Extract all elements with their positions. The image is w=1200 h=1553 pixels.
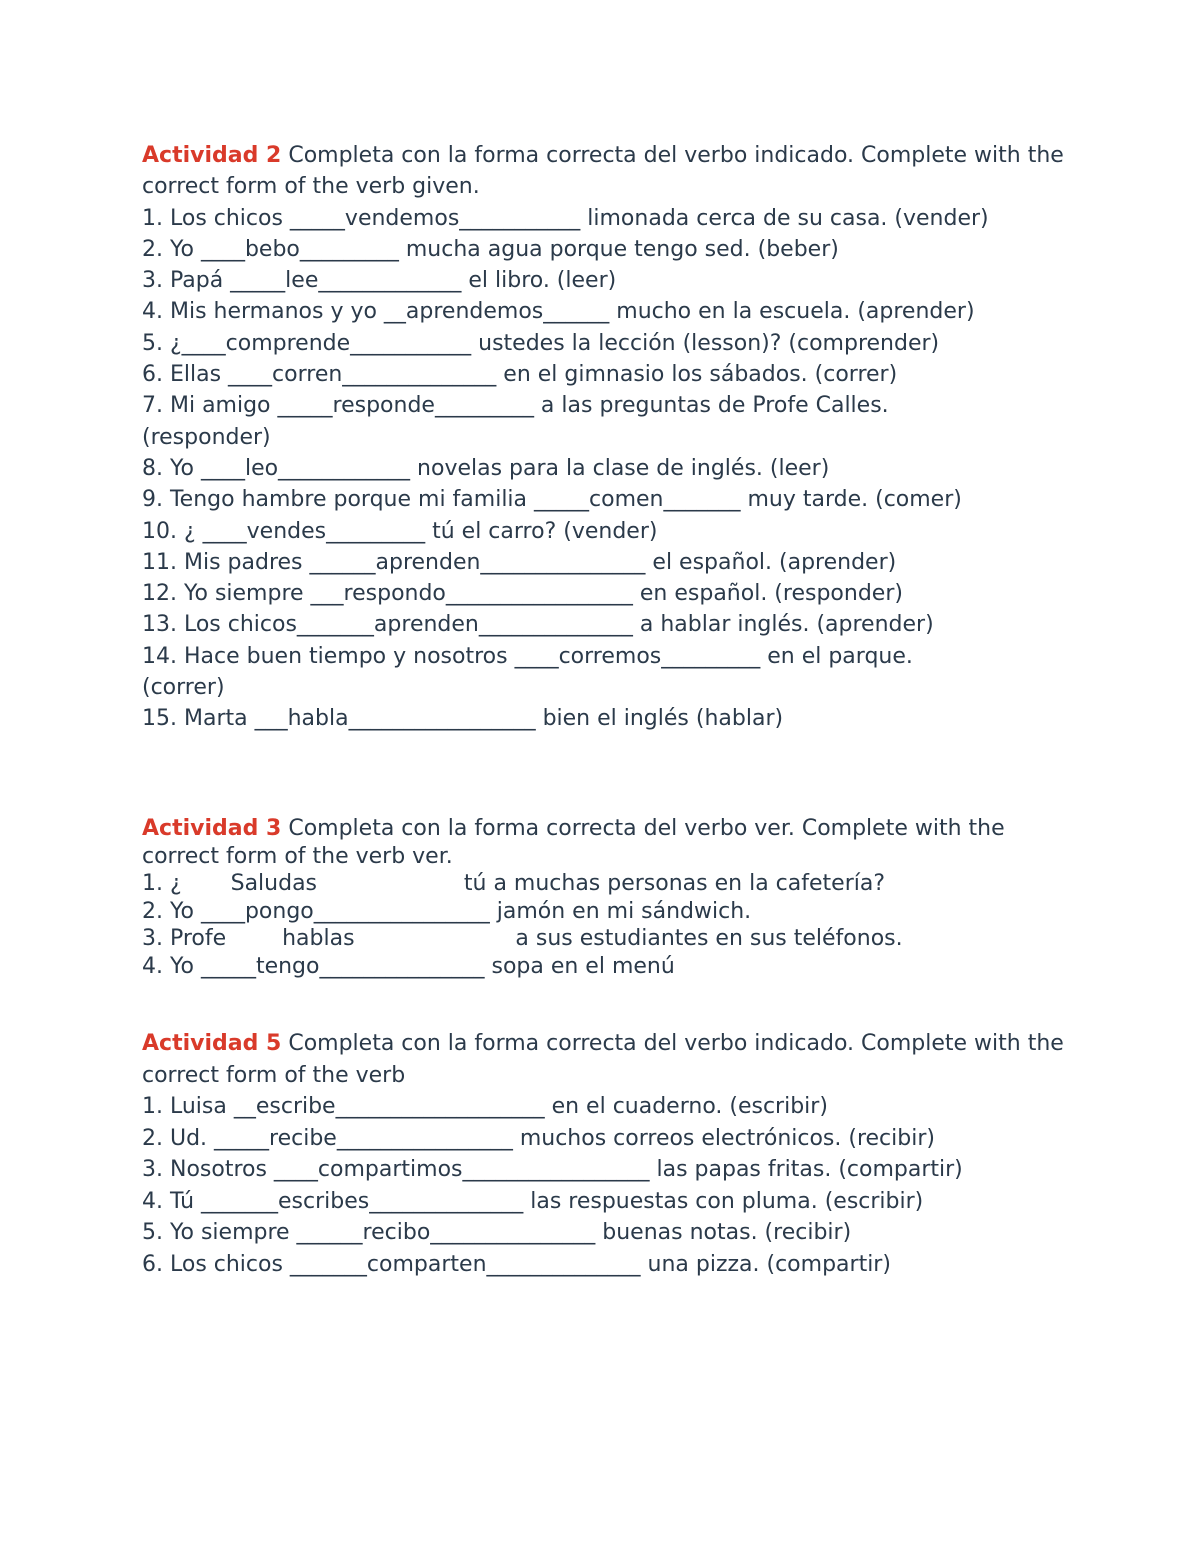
- actividad-5-intro: [142, 1028, 1082, 1091]
- list-item: 1. Luisa __escribe___________________ en el cuaderno. (escribir): [142, 1094, 828, 1119]
- list-item: 3. Nosotros ____compartimos_________________ las papas fritas. (compartir): [142, 1157, 963, 1182]
- actividad-2-section: [142, 140, 1082, 735]
- actividad-2-instructions: Completa con la forma correcta del verbo indicado. Complete with the correct form of the verb given.: [142, 143, 1064, 200]
- actividad-5-instructions: Completa con la forma correcta del verbo indicado. Complete with the correct form of the verb: [142, 1031, 1064, 1088]
- actividad-2-intro: [142, 140, 1082, 203]
- list-item: 12. Yo siempre ___respondo_________________ en español. (responder): [142, 581, 903, 607]
- list-item: 2. Yo ____bebo_________ mucha agua porque tengo sed. (beber): [142, 236, 839, 262]
- list-item: 13. Los chicos_______aprenden______________ a hablar inglés. (aprender): [142, 612, 934, 638]
- list-item: 1. Los chicos _____vendemos___________ limonada cerca de su casa. (vender): [142, 205, 989, 231]
- list-item: 5. ¿____comprende___________ ustedes la lección (lesson)? (comprender): [142, 330, 940, 356]
- actividad-5-title: Actividad 5: [142, 1031, 282, 1056]
- list-item: 1. ¿ Saludas tú a muchas personas en la cafetería?: [142, 871, 886, 896]
- list-item: 14. Hace buen tiempo y nosotros ____corremos_________ en el parque. (correr): [142, 643, 913, 701]
- list-item: 15. Marta ___habla_________________ bien el inglés (hablar): [142, 706, 784, 732]
- list-item: 3. Profe hablas a sus estudiantes en sus teléfonos.: [142, 926, 903, 951]
- actividad-5-section: [142, 1028, 1082, 1280]
- list-item: 2. Ud. _____recibe________________ muchos correos electrónicos. (recibir): [142, 1125, 935, 1151]
- list-item: 6. Los chicos _______comparten______________ una pizza. (compartir): [142, 1251, 891, 1277]
- actividad-2-title: Actividad 2: [142, 143, 282, 168]
- list-item: 2. Yo ____pongo________________ jamón en mi sándwich.: [142, 898, 752, 924]
- actividad-3-instructions: Completa con la forma correcta del verbo ver. Complete with the correct form of the verb ver.: [142, 816, 1005, 869]
- actividad-3-title: Actividad 3: [142, 816, 282, 841]
- list-item: 3. Papá _____lee_____________ el libro. (leer): [142, 268, 617, 294]
- list-item: 4. Tú _______escribes______________ las respuestas con pluma. (escribir): [142, 1188, 924, 1214]
- list-item: 6. Ellas ____corren______________ en el gimnasio los sábados. (correr): [142, 362, 898, 388]
- list-item: 7. Mi amigo _____responde_________ a las preguntas de Profe Calles. (responder): [142, 393, 889, 450]
- list-item: 5. Yo siempre ______recibo_______________ buenas notas. (recibir): [142, 1220, 852, 1245]
- list-item: 4. Yo _____tengo_______________ sopa en el menú: [142, 953, 675, 979]
- list-item: 11. Mis padres ______aprenden_______________ el español. (aprender): [142, 549, 897, 575]
- actividad-3-intro: [142, 815, 1082, 870]
- list-item: 10. ¿ ____vendes_________ tú el carro? (vender): [142, 518, 658, 544]
- list-item: 8. Yo ____leo____________ novelas para la clase de inglés. (leer): [142, 455, 830, 481]
- actividad-3-section: [142, 815, 1082, 980]
- list-item: 4. Mis hermanos y yo __aprendemos______ mucho en la escuela. (aprender): [142, 299, 975, 325]
- list-item: 9. Tengo hambre porque mi familia _____comen_______ muy tarde. (comer): [142, 487, 962, 513]
